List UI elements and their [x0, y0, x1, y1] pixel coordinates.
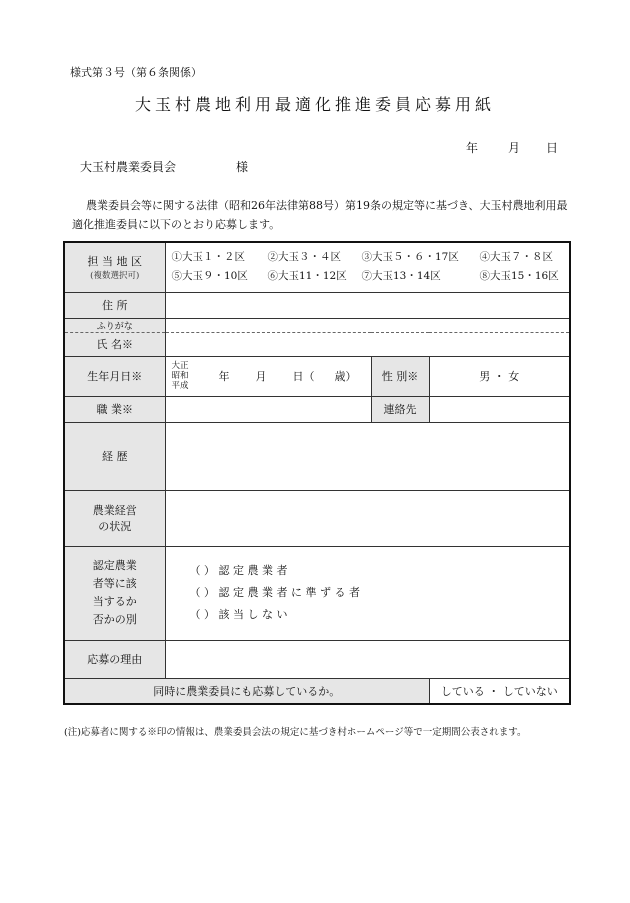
cert-option-2-paren[interactable]: （ ）	[189, 586, 215, 599]
area-option-7[interactable]: ⑦大玉13・14区	[361, 270, 441, 283]
furigana-label: ふりがな	[64, 318, 165, 332]
date-month: 月	[508, 141, 521, 155]
contact-field[interactable]	[429, 396, 570, 422]
cert-option-2[interactable]	[166, 582, 570, 604]
reason-row	[64, 640, 570, 678]
name-label: 氏 名※	[64, 332, 165, 356]
era-options	[172, 361, 189, 391]
dob-month: 月	[255, 370, 267, 383]
occupation-row	[64, 396, 570, 422]
area-option-3[interactable]: ③大玉５・６・17区	[361, 251, 459, 264]
area-options-row-2	[172, 267, 570, 286]
farm-status-label-cell	[64, 490, 165, 546]
farm-status-field[interactable]	[165, 490, 570, 546]
area-label: 担 当 地 区	[87, 255, 142, 269]
cert-label-4: 否かの別	[92, 613, 137, 626]
reason-field[interactable]	[165, 640, 570, 678]
cert-label-1: 認定農業	[92, 559, 137, 572]
name-field[interactable]	[165, 332, 570, 356]
career-label: 経 歴	[64, 422, 165, 490]
occupation-label: 職 業※	[64, 396, 165, 422]
certification-label-cell	[64, 546, 165, 640]
intro-paragraph: 農業委員会等に関する法律（昭和26年法律第88号）第19条の規定等に基づき、大玉村農地利用最適化推進委員に以下のとおり応募します。	[72, 199, 568, 231]
cert-label-3: 当するか	[92, 595, 137, 608]
area-options-cell	[165, 242, 570, 292]
gender-options[interactable]: 男 ・ 女	[429, 356, 570, 396]
dual-question: 同時に農業委員にも応募しているか。	[64, 678, 429, 704]
dob-label: 生年月日※	[64, 356, 165, 396]
cert-option-1-paren[interactable]: （ ）	[189, 564, 215, 577]
era-taisho[interactable]: 大正	[171, 361, 189, 371]
address-label: 住 所	[64, 292, 165, 318]
dual-application-row	[64, 678, 570, 704]
area-option-2[interactable]: ②大玉３・４区	[267, 251, 341, 264]
cert-option-1[interactable]	[166, 560, 570, 582]
dob-content	[166, 361, 371, 391]
career-field[interactable]	[165, 422, 570, 490]
page-title: 大玉村農地利用最適化推進委員応募用紙	[134, 95, 495, 114]
furigana-field[interactable]	[165, 318, 570, 332]
dob-day: 日（	[292, 370, 315, 383]
cert-option-2-text: 認 定 農 業 者 に 準 ず る 者	[218, 586, 360, 599]
dual-answer-options[interactable]: している ・ していない	[429, 678, 570, 704]
area-option-5[interactable]: ⑤大玉９・10区	[171, 270, 248, 283]
cert-label-2: 者等に該	[92, 577, 137, 590]
area-label-cell	[64, 242, 165, 292]
form-number: 様式第３号（第６条関係）	[70, 66, 202, 79]
application-form-table	[63, 241, 571, 705]
address-row	[64, 292, 570, 318]
area-options-row-1	[172, 248, 570, 267]
area-row	[64, 242, 570, 292]
area-option-1[interactable]: ①大玉１・２区	[171, 251, 245, 264]
gender-label: 性 別※	[371, 356, 429, 396]
cert-option-3-paren[interactable]: （ ）	[189, 608, 215, 621]
era-heisei[interactable]: 平成	[171, 381, 189, 391]
date-year: 年	[466, 141, 479, 155]
cert-option-3-text: 該 当 し な い	[218, 608, 288, 621]
cert-option-3[interactable]	[166, 604, 570, 626]
honorific: 様	[236, 160, 249, 174]
certification-options	[165, 546, 570, 640]
area-option-8[interactable]: ⑧大玉15・16区	[479, 270, 559, 283]
era-showa[interactable]: 昭和	[171, 371, 189, 381]
farm-status-label-2: の状況	[98, 520, 132, 533]
dob-year: 年	[218, 370, 230, 383]
address-field[interactable]	[165, 292, 570, 318]
dob-row	[64, 356, 570, 396]
occupation-field[interactable]	[165, 396, 371, 422]
reason-label: 応募の理由	[64, 640, 165, 678]
area-sub-label: (複数選択可)	[90, 271, 140, 282]
dob-age: 歳）	[334, 370, 357, 383]
area-option-4[interactable]: ④大玉７・８区	[479, 251, 553, 264]
name-row	[64, 332, 570, 356]
cert-option-1-text: 認 定 農 業 者	[218, 564, 288, 577]
dob-field[interactable]	[165, 356, 371, 396]
career-row	[64, 422, 570, 490]
contact-label: 連絡先	[371, 396, 429, 422]
farm-status-label-1: 農業経営	[92, 504, 137, 517]
certification-row	[64, 546, 570, 640]
footnote: (注)応募者に関する※印の情報は、農業委員会法の規定に基づき村ホームページ等で一定期間公表されます。	[64, 727, 527, 738]
farm-status-row	[64, 490, 570, 546]
date-day: 日	[546, 141, 559, 155]
addressee: 大玉村農業委員会	[80, 160, 177, 174]
area-option-6[interactable]: ⑥大玉11・12区	[267, 270, 347, 283]
furigana-row	[64, 318, 570, 332]
